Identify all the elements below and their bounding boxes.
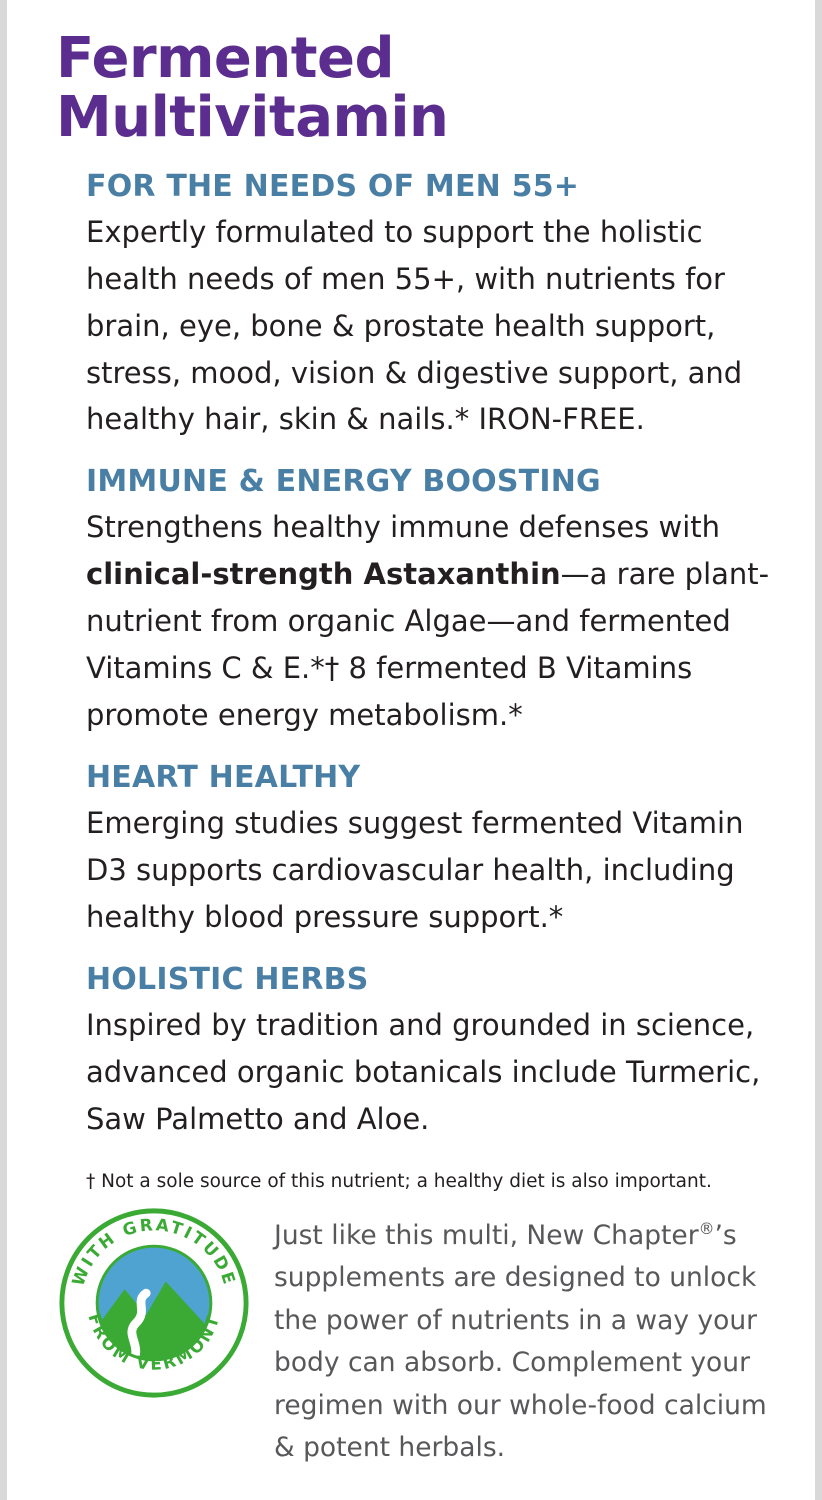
section-immune-energy <box>86 465 784 739</box>
immune-body-bold: clinical-strength Astaxanthin <box>86 557 561 592</box>
seal-bottom-text: FROM VERMONT <box>84 1311 224 1374</box>
seal-top-text: WITH GRATITUDE <box>68 1215 240 1289</box>
bottom-block <box>56 1205 784 1469</box>
bottom-note <box>274 1205 784 1469</box>
left-edge-rule <box>0 0 7 1500</box>
section-men-55 <box>86 170 784 444</box>
section-heading-men-55: FOR THE NEEDS OF MEN 55+ <box>86 168 580 204</box>
section-heading-heart-healthy: HEART HEALTHY <box>86 760 361 796</box>
gratitude-from-vermont-seal-icon <box>56 1205 252 1401</box>
section-holistic-herbs <box>86 963 784 1143</box>
immune-body-part1: Strengthens healthy immune defenses with <box>86 510 721 545</box>
section-body-holistic-herbs: Inspired by tradition and grounded in science, advanced organic botanicals include Turmeric, Saw Palmetto and Aloe. <box>86 1008 761 1137</box>
immune-body-part2: —a rare plant-nutrient from organic Algae—and fermented Vitamins C & E.*† 8 fermented B Vitamins promote energy metabolism.* <box>86 557 770 733</box>
bottom-note-part1: Just like this multi, New Chapter <box>274 1220 699 1251</box>
section-body-men-55: Expertly formulated to support the holistic health needs of men 55+, with nutrients for brain, eye, bone & prostate health support, stress, mood, vision & digestive support, and healthy hair, skin & nails.* IRON-FREE. <box>86 214 743 437</box>
section-body-heart-healthy: Emerging studies suggest fermented Vitamin D3 supports cardiovascular health, including healthy blood pressure support.* <box>86 806 744 935</box>
section-heading-immune-energy: IMMUNE & ENERGY BOOSTING <box>86 464 601 500</box>
page-title: Fermented Multivitamin <box>56 26 449 150</box>
section-heading-holistic-herbs: HOLISTIC HERBS <box>86 962 369 998</box>
section-body-immune-energy <box>86 504 784 739</box>
bottom-note-part2: ’s supplements are designed to unlock the power of nutrients in a way your body can absorb. Complement your regimen with our whole-food calcium & potent herbals. <box>274 1220 767 1463</box>
label-content <box>56 0 784 1195</box>
registered-mark: ® <box>698 1219 715 1239</box>
footnote-text: † Not a sole source of this nutrient; a healthy diet is also important. <box>86 1171 712 1193</box>
section-heart-healthy <box>86 761 784 941</box>
right-edge-rule <box>815 0 822 1500</box>
